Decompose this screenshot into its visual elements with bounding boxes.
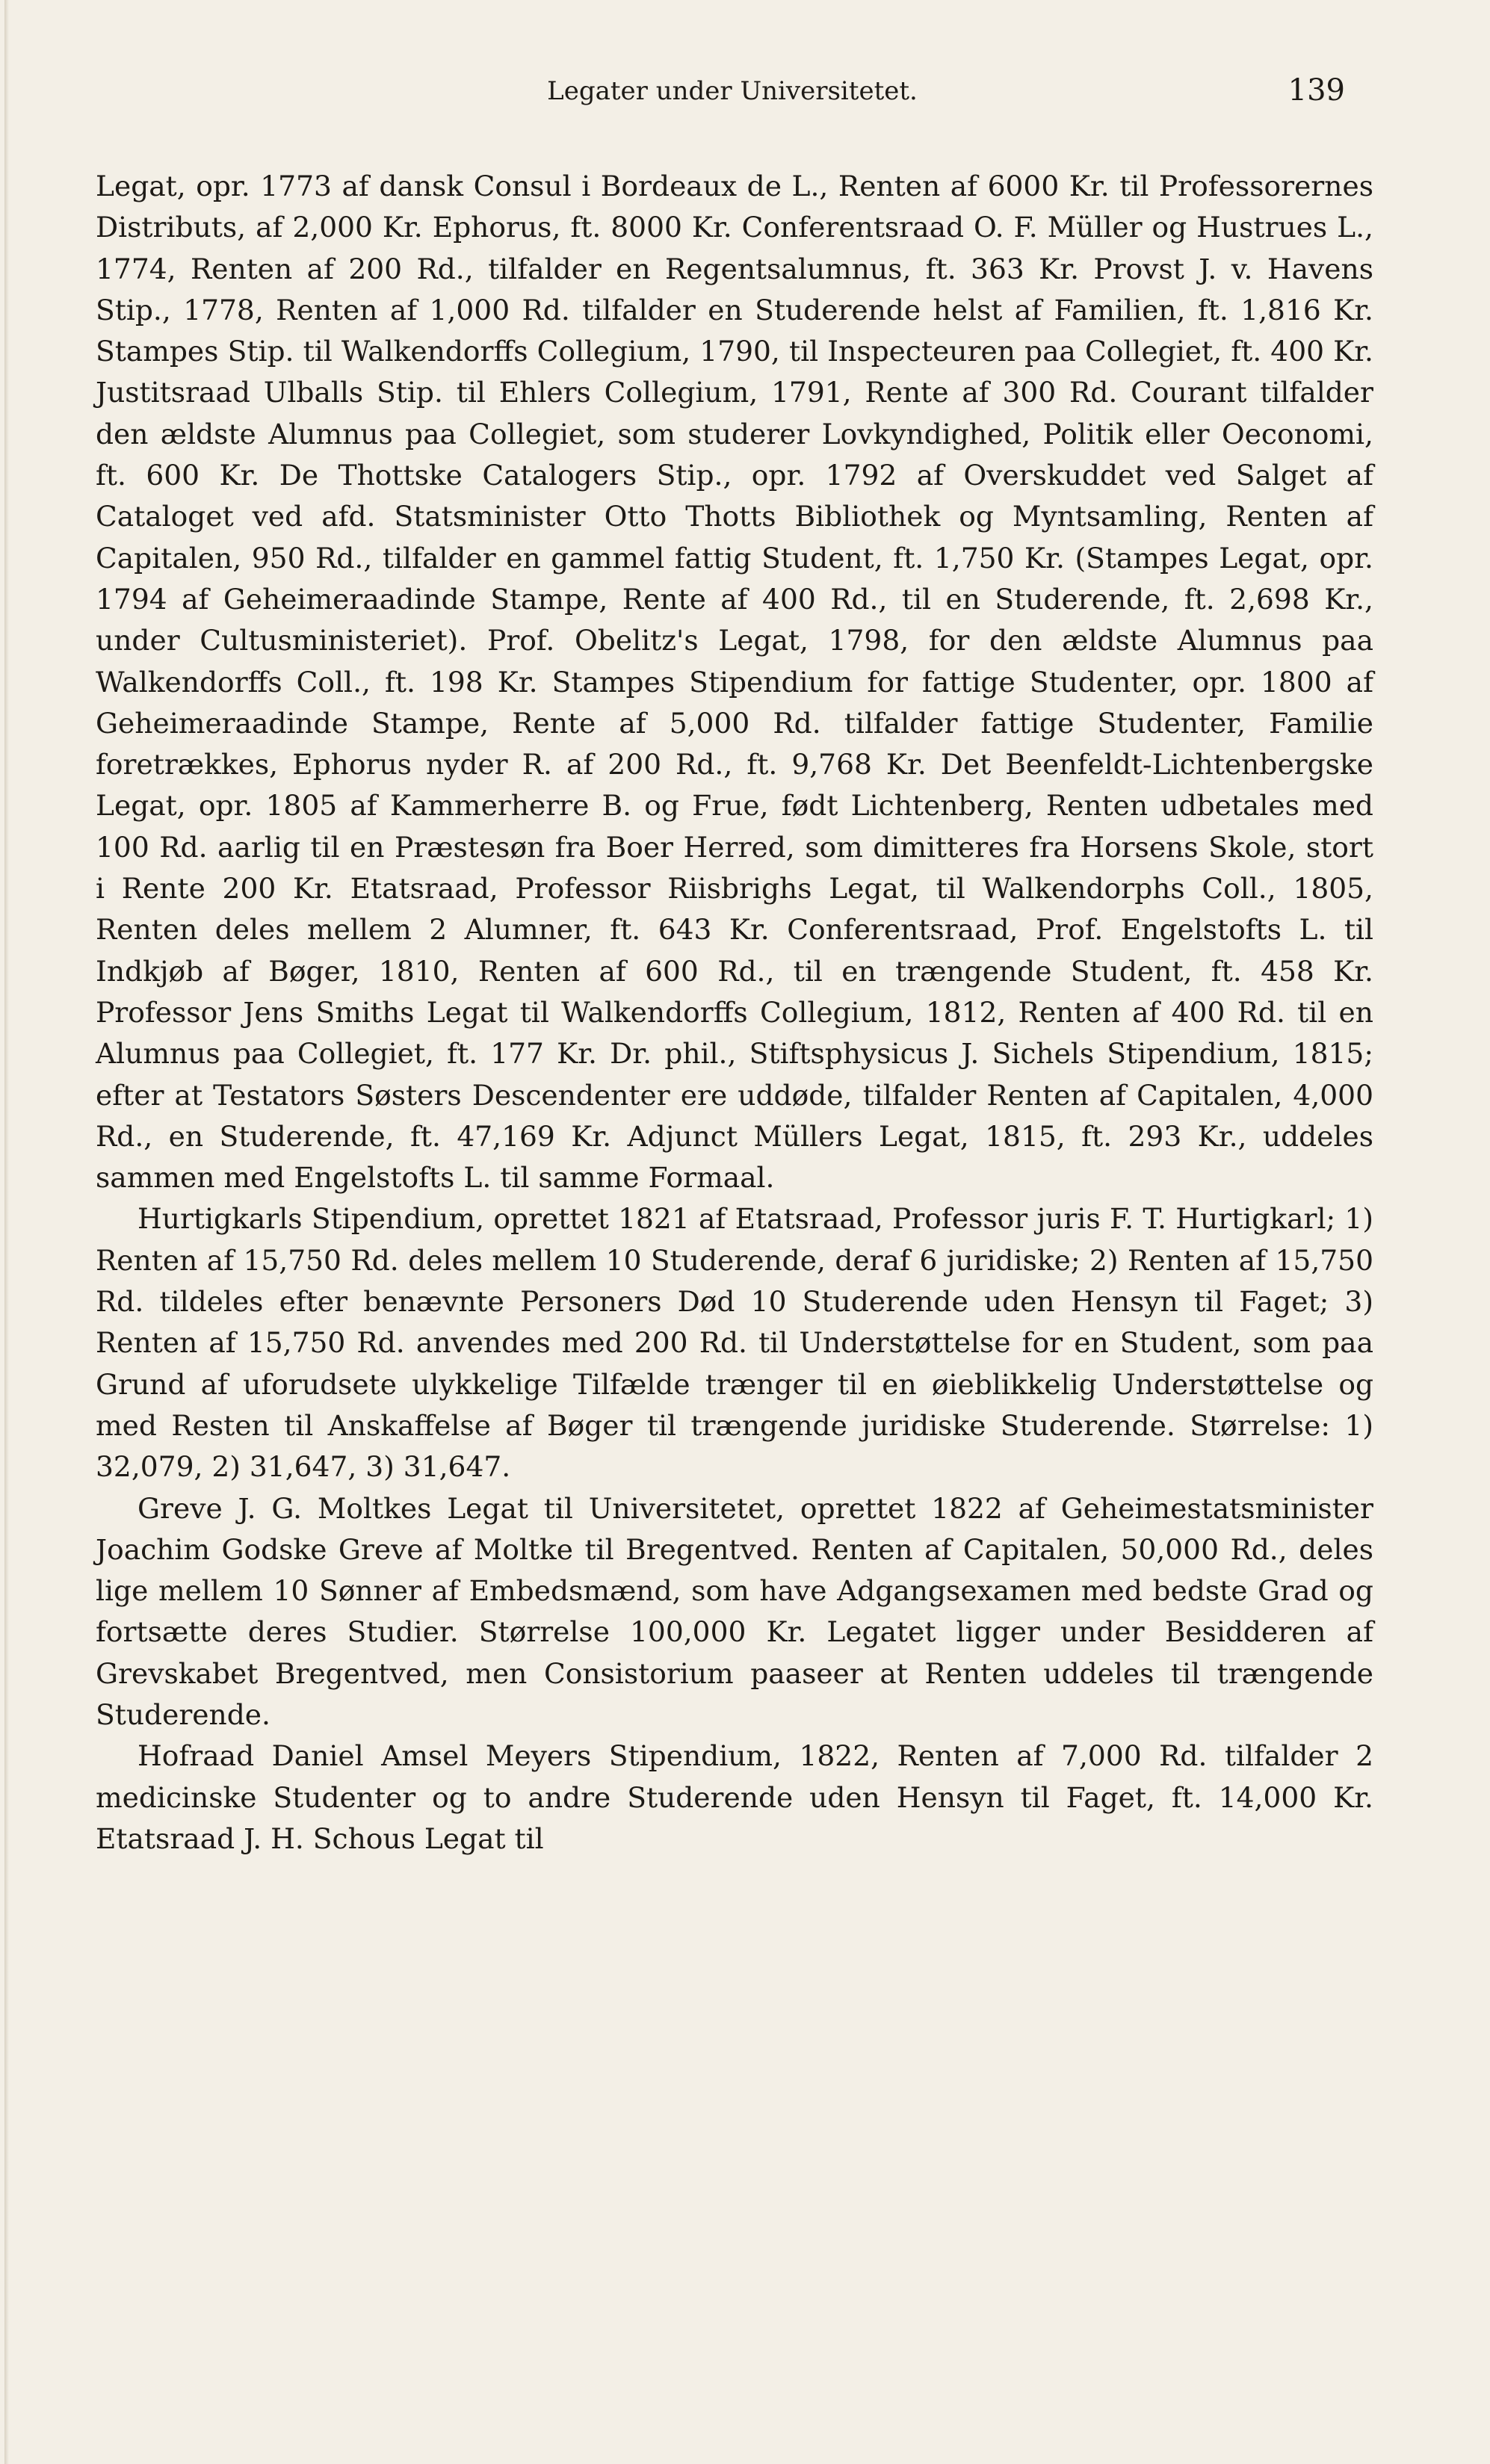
paragraph-moltke: Greve J. G. Moltkes Legat til Universitetet, oprettet 1822 af Geheimestatsminister Joachim Godske Greve af Moltke til Bregentved. Renten af Capitalen, 50,000 Rd., deles lige mellem 10 Sønner af Embedsmænd, som have Adgangsexamen med bedste Grad og fortsætte deres Studier. Størrelse 100,000 Kr. Legatet ligger under Besidderen af Grevskabet Bregentved, men Consistorium paaseer at Renten uddeles til trængende Studerende. bbox=[96, 1491, 1373, 1731]
paragraph-hurtigkarl: Hurtigkarls Stipendium, oprettet 1821 af Etatsraad, Professor juris F. T. Hurtigkarl; 1) Renten af 15,750 Rd. deles mellem 10 Studerende, deraf 6 juridiske; 2) Renten af 15,750 Rd. tildeles efter benævnte Personers Død 10 Studerende uden Hensyn til Faget; 3) Renten af 15,750 Rd. anvendes med 200 Rd. til Understøttelse for en Student, som paa Grund af uforudsete ulykkelige Tilfælde trænger til en øieblikkelig Understøttelse og med Resten til Anskaffelse af Bøger til trængende juridiske Studerende. Størrelse: 1) 32,079, 2) 31,647, 3) 31,647. bbox=[96, 1202, 1373, 1484]
page-gutter-shadow bbox=[4, 0, 9, 2464]
paragraph-legat-list: Legat, opr. 1773 af dansk Consul i Bordeaux de L., Renten af 6000 Kr. til Professorernes Distributs, af 2,000 Kr. Ephorus, ft. 8000 Kr. Conferentsraad O. F. Müller og Hustrues L., 1774, Renten af 200 Rd., tilfalder en Regentsalumnus, ft. 363 Kr. Provst J. v. Havens Stip., 1778, Renten af 1,000 Rd. tilfalder en Studerende helst af Familien, ft. 1,816 Kr. Stampes Stip. til Walkendorffs Collegium, 1790, til Inspecteuren paa Collegiet, ft. 400 Kr. Justitsraad Ulballs Stip. til Ehlers Collegium, 1791, Rente af 300 Rd. Courant tilfalder den ældste Alumnus paa Collegiet, som studerer Lovkyndighed, Politik eller Oeconomi, ft. 600 Kr. De Thottske Catalogers Stip., opr. 1792 af Overskuddet ved Salget af Cataloget ved afd. Statsminister Otto Thotts Bibliothek og Myntsamling, Renten af Capitalen, 950 Rd., tilfalder en gammel fattig Student, ft. 1,750 Kr. (Stampes Legat, opr. 1794 af Geheimeraadinde Stampe, Rente af 400 Rd., til en Studerende, ft. 2,698 Kr., under Cultusministeriet). Prof. Obelitz's Legat, 1798, for den ældste Alumnus paa Walkendorffs Coll., ft. 198 Kr. Stampes Stipendium for fattige Studenter, opr. 1800 af Geheimeraadinde Stampe, Rente af 5,000 Rd. tilfalder fattige Studenter, Familie foretrækkes, Ephorus nyder R. af 200 Rd., ft. 9,768 Kr. Det Beenfeldt-Lichtenbergske Legat, opr. 1805 af Kammerherre B. og Frue, født Lichtenberg, Renten udbetales med 100 Rd. aarlig til en Præstesøn fra Boer Herred, som dimitteres fra Horsens Skole, stort i Rente 200 Kr. Etatsraad, Professor Riisbrighs Legat, til Walkendorphs Coll., 1805, Renten deles mellem 2 Alumner, ft. 643 Kr. Conferentsraad, Prof. Engelstofts L. til Indkjøb af Bøger, 1810, Renten af 600 Rd., til en trængende Student, ft. 458 Kr. Professor Jens Smiths Legat til Walkendorffs Collegium, 1812, Renten af 400 Rd. til en Alumnus paa Collegiet, ft. 177 Kr. Dr. phil., Stiftsphysicus J. Sichels Stipendium, 1815; efter at Testators Søsters Descendenter ere uddøde, tilfalder Renten af Capitalen, 4,000 Rd., en Studerende, ft. 47,169 Kr. Adjunct Müllers Legat, 1815, ft. 293 Kr., uddeles sammen med Engelstofts L. til samme Formaal. bbox=[96, 170, 1373, 1195]
running-header bbox=[90, 69, 1375, 114]
paragraph-meyer: Hofraad Daniel Amsel Meyers Stipendium, 1822, Renten af 7,000 Rd. tilfalder 2 medicinske Studenter og to andre Studerende uden Hensyn til Faget, ft. 14,000 Kr. Etatsraad J. H. Schous Legat til bbox=[96, 1739, 1373, 1855]
page-number: 139 bbox=[1287, 73, 1345, 108]
running-header-title: Legater under Universitetet. bbox=[547, 76, 918, 106]
body-text bbox=[96, 166, 1373, 1860]
